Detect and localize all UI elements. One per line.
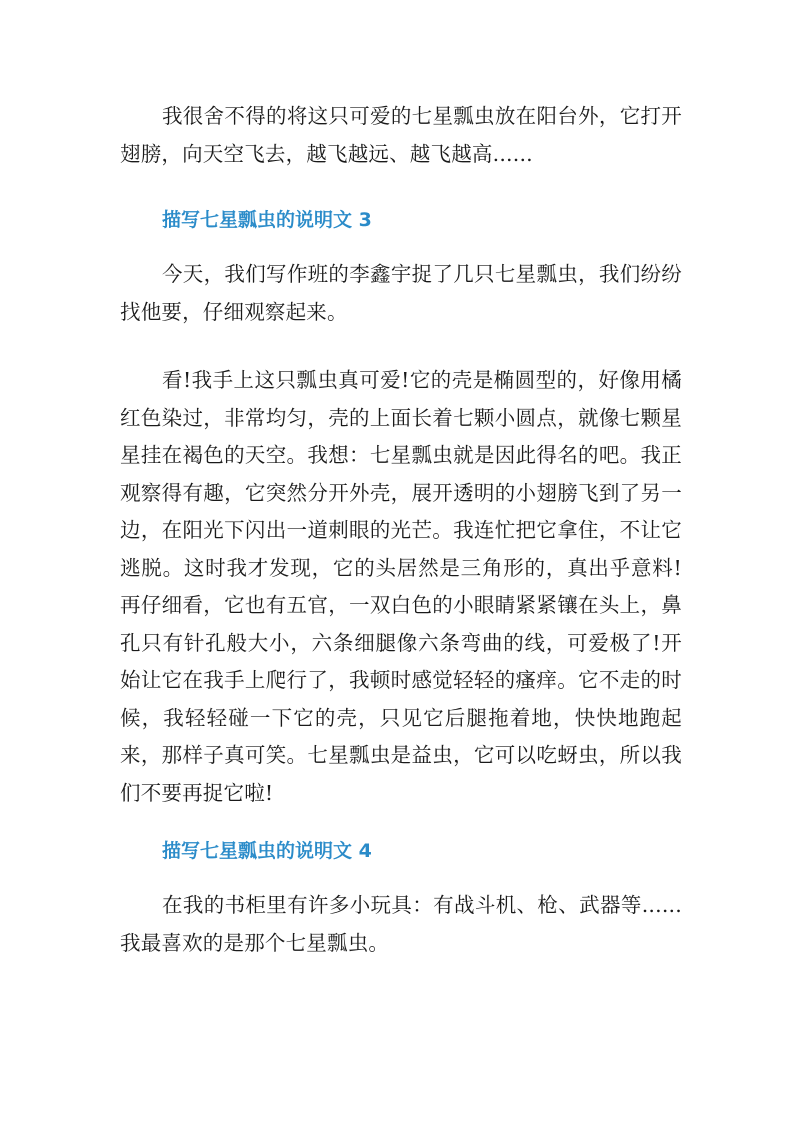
paragraph-section4-intro: 在我的书柜里有许多小玩具：有战斗机、枪、武器等......我最喜欢的是那个七星瓢虫。 — [120, 893, 682, 955]
paragraph-release-ladybug: 我很舍不得的将这只可爱的七星瓢虫放在阳台外，它打开翅膀，向天空飞去，越飞越远、越飞越高...... — [120, 104, 682, 166]
paragraph-section3-intro: 今天，我们写作班的李鑫宇捉了几只七星瓢虫，我们纷纷找他要，仔细观察起来。 — [120, 262, 682, 324]
section-heading-4: 描写七星瓢虫的说明文 4 — [162, 840, 372, 862]
section-heading-3: 描写七星瓢虫的说明文 3 — [162, 209, 372, 231]
paragraph-section3-observation: 看!我手上这只瓢虫真可爱!它的壳是椭圆型的，好像用橘红色染过，非常均匀，壳的上面长着七颗小圆点，就像七颗星星挂在褐色的天空。我想：七星瓢虫就是因此得名的吧。我正观察得有趣，它突然分开外壳，展开透明的小翅膀飞到了另一边，在阳光下闪出一道刺眼的光芒。我连忙把它拿住，不让它逃脱。这时我才发现，它的头居然是三角形的，真出乎意料!再仔细看，它也有五官，一双白色的小眼睛紧紧镶在头上，鼻孔只有针孔般大小，六条细腿像六条弯曲的线，可爱极了!开始让它在我手上爬行了，我顿时感觉轻轻的瘙痒。它不走的时候，我轻轻碰一下它的壳，只见它后腿拖着地，快快地跑起来，那样子真可笑。七星瓢虫是益虫，它可以吃蚜虫，所以我们不要再捉它啦! — [120, 368, 682, 805]
